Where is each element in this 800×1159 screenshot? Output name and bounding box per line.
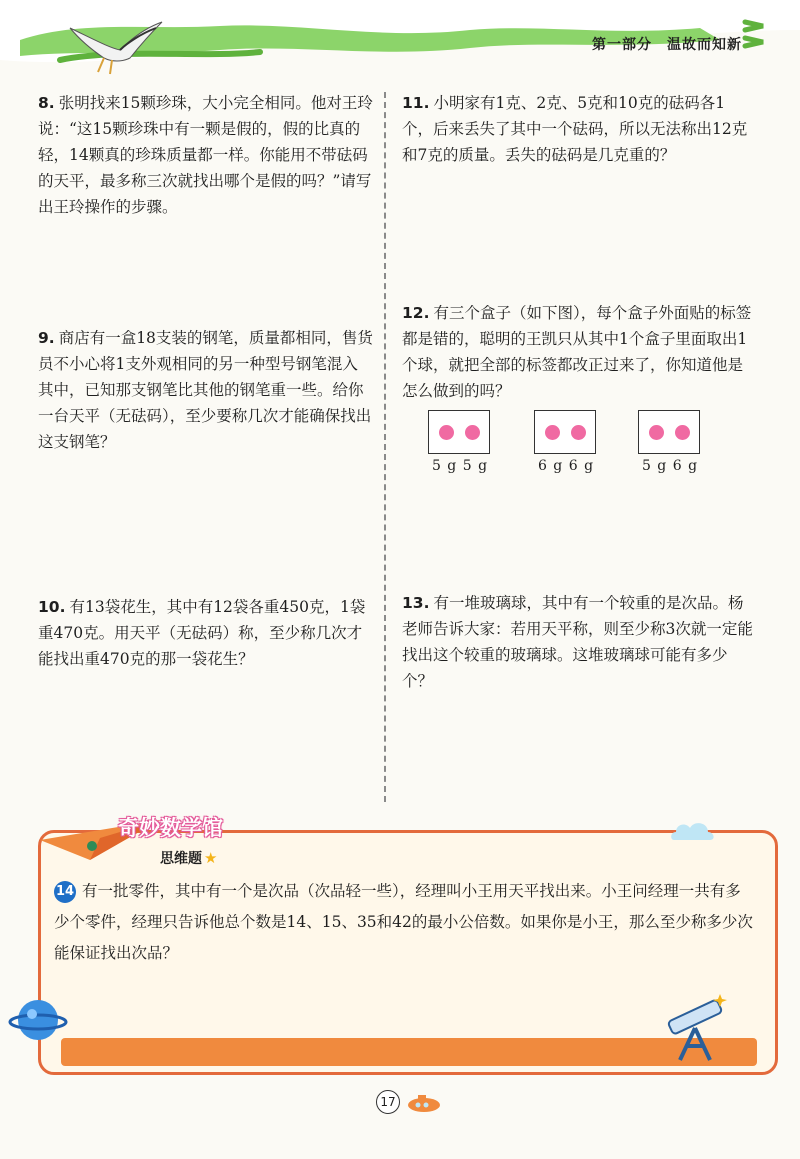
question-11 bbox=[402, 90, 754, 168]
submarine-icon bbox=[404, 1092, 444, 1114]
telescope-icon bbox=[660, 992, 730, 1064]
question-number: 10. bbox=[38, 598, 66, 616]
box-outline bbox=[638, 410, 700, 454]
panel-subtitle bbox=[160, 848, 217, 868]
ball-icon bbox=[675, 425, 690, 440]
question-number: 13. bbox=[402, 594, 430, 612]
ball-icon bbox=[545, 425, 560, 440]
question-9 bbox=[38, 325, 373, 455]
question-8 bbox=[38, 90, 373, 220]
question-number: 12. bbox=[402, 304, 430, 322]
question-10 bbox=[38, 594, 373, 672]
question-text: 张明找来15颗珍珠，大小完全相同。他对王玲说：“这15颗珍珠中有一颗是假的，假的比真的轻，14颗真的珍珠质量都一样。你能用不带砝码的天平，最多称三次就找出哪个是假的吗？”请写出王玲操作的步骤。 bbox=[38, 94, 373, 216]
box-diagram bbox=[428, 410, 728, 482]
star-icon: ★ bbox=[204, 849, 218, 867]
box-2 bbox=[534, 410, 598, 474]
page-header bbox=[0, 0, 800, 95]
question-number: 9. bbox=[38, 329, 55, 347]
ball-icon bbox=[571, 425, 586, 440]
subtitle-text: 思维题 bbox=[160, 851, 202, 867]
question-badge: 14 bbox=[54, 881, 76, 903]
ball-icon bbox=[439, 425, 454, 440]
question-text: 有一堆玻璃球，其中有一个较重的是次品。杨老师告诉大家：若用天平称，则至少称3次就一定能找出这个较重的玻璃球。这堆玻璃球可能有多少个？ bbox=[402, 594, 753, 690]
question-text: 商店有一盒18支装的钢笔，质量都相同，售货员不小心将1支外观相同的另一种型号钢笔混入其中，已知那支钢笔比其他的钢笔重一些。给你一台天平（无砝码），至少要称几次才能确保找出这支钢笔？ bbox=[38, 329, 373, 451]
box-label: 5 g 5 g bbox=[431, 458, 489, 474]
panel-title: 奇妙数学馆 bbox=[118, 816, 223, 840]
planet-icon bbox=[8, 990, 68, 1050]
question-number: 8. bbox=[38, 94, 55, 112]
question-13 bbox=[402, 590, 754, 694]
panel-band bbox=[61, 1038, 757, 1066]
box-outline bbox=[428, 410, 490, 454]
question-12 bbox=[402, 300, 754, 404]
box-label: 5 g 6 g bbox=[641, 458, 699, 474]
box-label: 6 g 6 g bbox=[537, 458, 595, 474]
question-text: 小明家有1克、2克、5克和10克的砝码各1个，后来丢失了其中一个砝码，所以无法称出12克和7克的质量。丢失的砝码是几克重的？ bbox=[402, 94, 748, 164]
question-14 bbox=[54, 876, 754, 969]
page-number: 17 bbox=[376, 1090, 400, 1114]
ball-icon bbox=[649, 425, 664, 440]
box-outline bbox=[534, 410, 596, 454]
box-3 bbox=[638, 410, 702, 474]
section-title: 第一部分 温故而知新 bbox=[592, 37, 742, 53]
question-text: 有一批零件，其中有一个是次品（次品轻一些），经理叫小王用天平找出来。小王问经理一共有多少个零件，经理只告诉他总个数是14、15、35和42的最小公倍数。如果你是小王，那么至少称多少次能保证找出次品？ bbox=[54, 882, 753, 962]
question-number: 11. bbox=[402, 94, 430, 112]
box-1 bbox=[428, 410, 492, 474]
cloud-icon bbox=[668, 818, 718, 844]
column-divider bbox=[384, 92, 386, 802]
question-text: 有三个盒子（如下图），每个盒子外面贴的标签都是错的，聪明的王凯只从其中1个盒子里面取出1个球，就把全部的标签都改正过来了，你知道他是怎么做到的吗？ bbox=[402, 304, 752, 400]
question-text: 有13袋花生，其中有12袋各重450克，1袋重470克。用天平（无砝码）称，至少称几次才能找出重470克的那一袋花生？ bbox=[38, 598, 366, 668]
ball-icon bbox=[465, 425, 480, 440]
